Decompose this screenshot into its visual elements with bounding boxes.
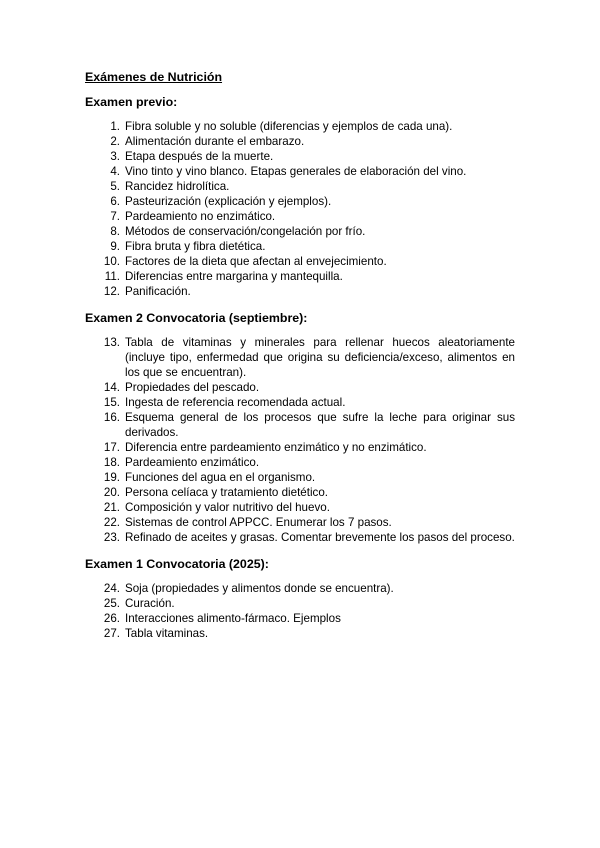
list-item (85, 335, 515, 380)
list-item-text: Diferencia entre pardeamiento enzimático y no enzimático. (125, 441, 427, 454)
list-item-text: Sistemas de control APPCC. Enumerar los 7 pasos. (125, 516, 392, 529)
list-item-number: 1. (110, 120, 120, 133)
list-item-text: Fibra bruta y fibra dietética. (125, 240, 266, 253)
list-item-text: Fibra soluble y no soluble (diferencias y ejemplos de cada una). (125, 120, 453, 133)
list-item (85, 626, 515, 641)
list-item-text: Factores de la dieta que afectan al envejecimiento. (125, 255, 387, 268)
list-item-number: 11. (104, 270, 120, 283)
list-item-number: 24. (103, 582, 120, 595)
list-item (85, 611, 515, 626)
list-item (85, 149, 515, 164)
list-item-text: Composición y valor nutritivo del huevo. (125, 501, 330, 514)
list-item-number: 20. (103, 486, 120, 499)
list-item-text: Pardeamiento no enzimático. (125, 210, 276, 223)
list-item-text: Panificación. (125, 285, 191, 298)
section-heading: Examen 1 Convocatoria (2025): (85, 557, 269, 571)
section-spacer (85, 299, 515, 306)
list-item-number: 5. (110, 180, 120, 193)
list-item-text: Propiedades del pescado. (125, 381, 260, 394)
list-item (85, 269, 515, 284)
list-item-number: 4. (110, 165, 120, 178)
exam-section (85, 311, 515, 552)
list-item (85, 209, 515, 224)
list-item-text: Rancidez hidrolítica. (125, 180, 230, 193)
list-item (85, 194, 515, 209)
document-title: Exámenes de Nutrición (85, 70, 223, 84)
list-item-number: 14. (103, 381, 120, 394)
list-item (85, 134, 515, 149)
list-item-number: 21. (103, 501, 120, 514)
exam-section (85, 557, 515, 648)
list-item-number: 19. (103, 471, 120, 484)
list-item (85, 470, 515, 485)
list-item-number: 23. (103, 531, 120, 544)
list-item-text: Pasteurización (explicación y ejemplos). (125, 195, 332, 208)
sections-container (85, 95, 515, 648)
list-item-number: 17. (103, 441, 120, 454)
section-spacer (85, 641, 515, 648)
list-item-number: 18. (103, 456, 120, 469)
list-item-number: 10. (103, 255, 120, 268)
list-item-text: Alimentación durante el embarazo. (125, 135, 305, 148)
section-heading: Examen previo: (85, 95, 178, 109)
list-item-number: 9. (110, 240, 120, 253)
list-item (85, 455, 515, 470)
list-item-text: Tabla vitaminas. (125, 627, 209, 640)
list-item (85, 596, 515, 611)
list-item (85, 119, 515, 134)
list-item (85, 239, 515, 254)
list-item-text: Persona celíaca y tratamiento dietético. (125, 486, 328, 499)
list-item-number: 16. (103, 411, 120, 424)
list-item (85, 410, 515, 440)
list-item-text: Tabla de vitaminas y minerales para rellenar huecos aleatoriamente (incluye tipo, enfermedad que origina su deficiencia/exceso, alimentos en los que se encuentran). (125, 336, 515, 379)
list-item-number: 8. (110, 225, 120, 238)
list-item-number: 22. (103, 516, 120, 529)
list-item-number: 15. (103, 396, 120, 409)
list-item-text: Esquema general de los procesos que sufre la leche para originar sus derivados. (125, 411, 515, 439)
list-item-text: Etapa después de la muerte. (125, 150, 274, 163)
list-item (85, 164, 515, 179)
question-list (85, 119, 515, 299)
document-content (85, 70, 515, 653)
list-item-number: 27. (103, 627, 120, 640)
list-item (85, 515, 515, 530)
list-item-text: Soja (propiedades y alimentos donde se encuentra). (125, 582, 394, 595)
question-list (85, 581, 515, 641)
list-item (85, 380, 515, 395)
list-item-text: Pardeamiento enzimático. (125, 456, 260, 469)
list-item-number: 12. (103, 285, 120, 298)
list-item (85, 254, 515, 269)
list-item-number: 13. (103, 336, 120, 349)
list-item (85, 179, 515, 194)
list-item (85, 224, 515, 239)
list-item (85, 284, 515, 299)
section-spacer (85, 545, 515, 552)
list-item (85, 530, 515, 545)
list-item-text: Métodos de conservación/congelación por frío. (125, 225, 366, 238)
list-item-number: 6. (110, 195, 120, 208)
section-heading: Examen 2 Convocatoria (septiembre): (85, 311, 308, 325)
list-item-text: Interacciones alimento-fármaco. Ejemplos (125, 612, 341, 625)
exam-section (85, 95, 515, 306)
list-item-text: Vino tinto y vino blanco. Etapas generales de elaboración del vino. (125, 165, 467, 178)
list-item-number: 25. (103, 597, 120, 610)
question-list (85, 335, 515, 545)
list-item (85, 440, 515, 455)
list-item (85, 485, 515, 500)
list-item-number: 7. (110, 210, 120, 223)
list-item-text: Curación. (125, 597, 175, 610)
list-item-number: 26. (103, 612, 120, 625)
list-item-number: 2. (110, 135, 120, 148)
list-item (85, 395, 515, 410)
list-item (85, 500, 515, 515)
list-item-text: Diferencias entre margarina y mantequilla. (125, 270, 343, 283)
list-item-text: Refinado de aceites y grasas. Comentar brevemente los pasos del proceso. (125, 531, 515, 544)
list-item-text: Funciones del agua en el organismo. (125, 471, 316, 484)
list-item (85, 581, 515, 596)
list-item-number: 3. (110, 150, 120, 163)
list-item-text: Ingesta de referencia recomendada actual. (125, 396, 346, 409)
